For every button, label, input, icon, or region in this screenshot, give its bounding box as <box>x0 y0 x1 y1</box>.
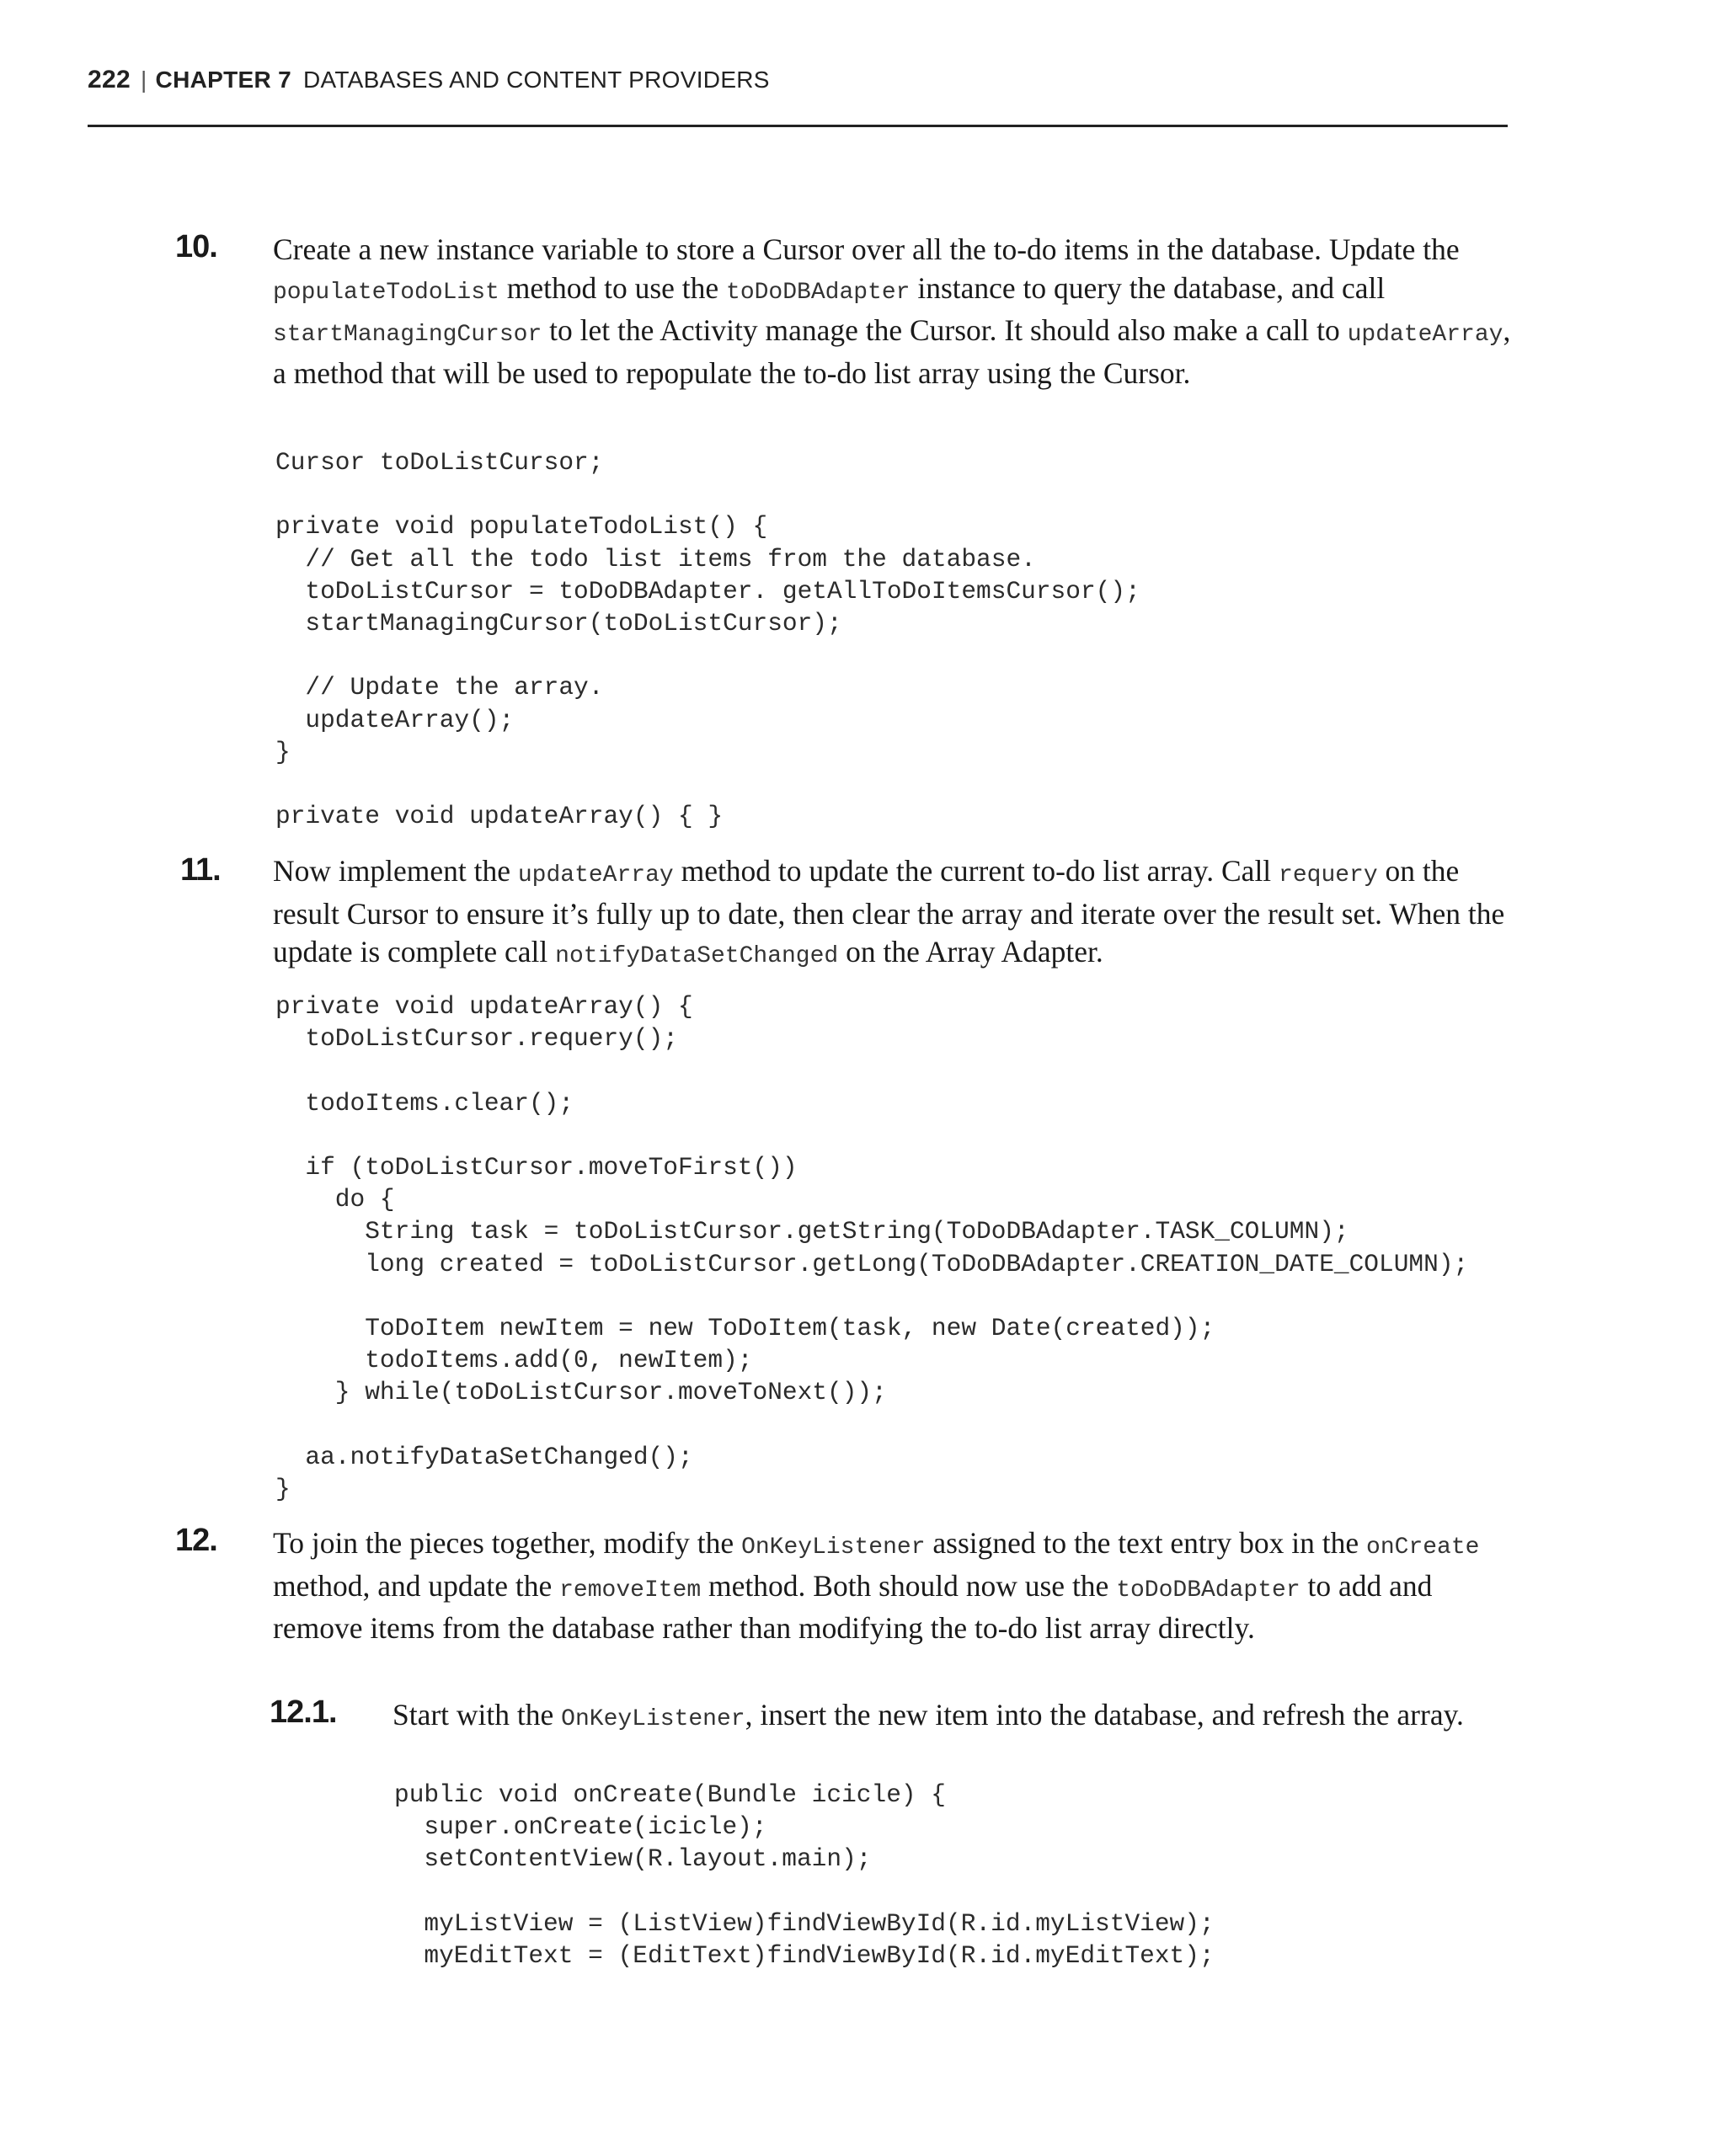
header-rule <box>88 125 1508 127</box>
inline-code: toDoDBAdapter <box>1116 1577 1300 1604</box>
page-number: 222 <box>88 66 131 93</box>
inline-code: updateArray <box>1347 322 1503 349</box>
step-11-number: 11. <box>180 852 221 888</box>
chapter-title: DATABASES AND CONTENT PROVIDERS <box>302 67 770 93</box>
inline-code: updateArray <box>517 862 674 889</box>
header-separator: | <box>140 67 147 93</box>
running-header <box>88 66 1508 94</box>
inline-code: notifyDataSetChanged <box>555 943 839 970</box>
step-10-number: 10. <box>175 229 217 264</box>
step-12-1-paragraph: Start with the OnKeyListener, insert the new item into the database, and refresh the array. <box>393 1698 1464 1732</box>
step-12-paragraph: To join the pieces together, modify the OnKeyListener assigned to the text entry box in the onCreate method, and update the removeItem method. Both should now use the toDoDBAdapter to add and remove items from the database rather than modifying the to-do list array directly. <box>273 1526 1480 1646</box>
inline-code: toDoDBAdapter <box>726 279 911 306</box>
step-10-code-listing: Cursor toDoListCursor; private void populateTodoList() { // Get all the todo list items from the database. toDoListCursor = toDoDBAdapter. getAllToDoItemsCursor(); startManagingCursor(toDoListCursor); // Update the array. updateArray(); } private void updateArray() { } <box>275 448 1140 831</box>
inline-code: startManagingCursor <box>273 322 542 349</box>
step-11-code-listing: private void updateArray() { toDoListCursor.requery(); todoItems.clear(); if (toDoListCursor.moveToFirst()) do { String task = toDoListCursor.getString(ToDoDBAdapter.TASK_COLUMN); long created = toDoListCursor.getLong(ToDoDBAdapter.CREATION_DATE_COLUMN); ToDoItem newItem = new ToDoItem(task, new Date(created)); todoItems.add(0, newItem); } while(toDoListCursor.moveToNext()); aa.notifyDataSetChanged(); } <box>275 992 1469 1504</box>
step-12-number: 12. <box>175 1523 217 1558</box>
inline-code: OnKeyListener <box>561 1706 745 1732</box>
step-10-paragraph: Create a new instance variable to store a Cursor over all the to-do items in the database. Update the populateTodoList method to use the toDoDBAdapter instance to query the database, and call startManagingCursor to let the Activity manage the Cursor. It should also make a call to updateArray, a method that will be used to repopulate the to-do list array using the Cursor. <box>273 232 1511 390</box>
inline-code: removeItem <box>559 1577 702 1604</box>
inline-code: requery <box>1279 862 1378 889</box>
step-11-paragraph: Now implement the updateArray method to update the current to-do list array. Call requery on the result Cursor to ensure it’s fully up to date, then clear the array and iterate over the result set. When the update is complete call notifyDataSetChanged on the Array Adapter. <box>273 854 1505 970</box>
chapter-label: CHAPTER 7 <box>155 67 291 93</box>
inline-code: populateTodoList <box>273 279 499 306</box>
inline-code: OnKeyListener <box>741 1534 926 1561</box>
step-12-1-code-listing: public void onCreate(Bundle icicle) { super.onCreate(icicle); setContentView(R.layout.main); myListView = (ListView)findViewById(R.id.myListView); myEditText = (EditText)findViewById(R.id.myEditText); <box>394 1780 1215 1971</box>
inline-code: onCreate <box>1366 1534 1480 1561</box>
step-12-1-number: 12.1. <box>270 1694 337 1730</box>
